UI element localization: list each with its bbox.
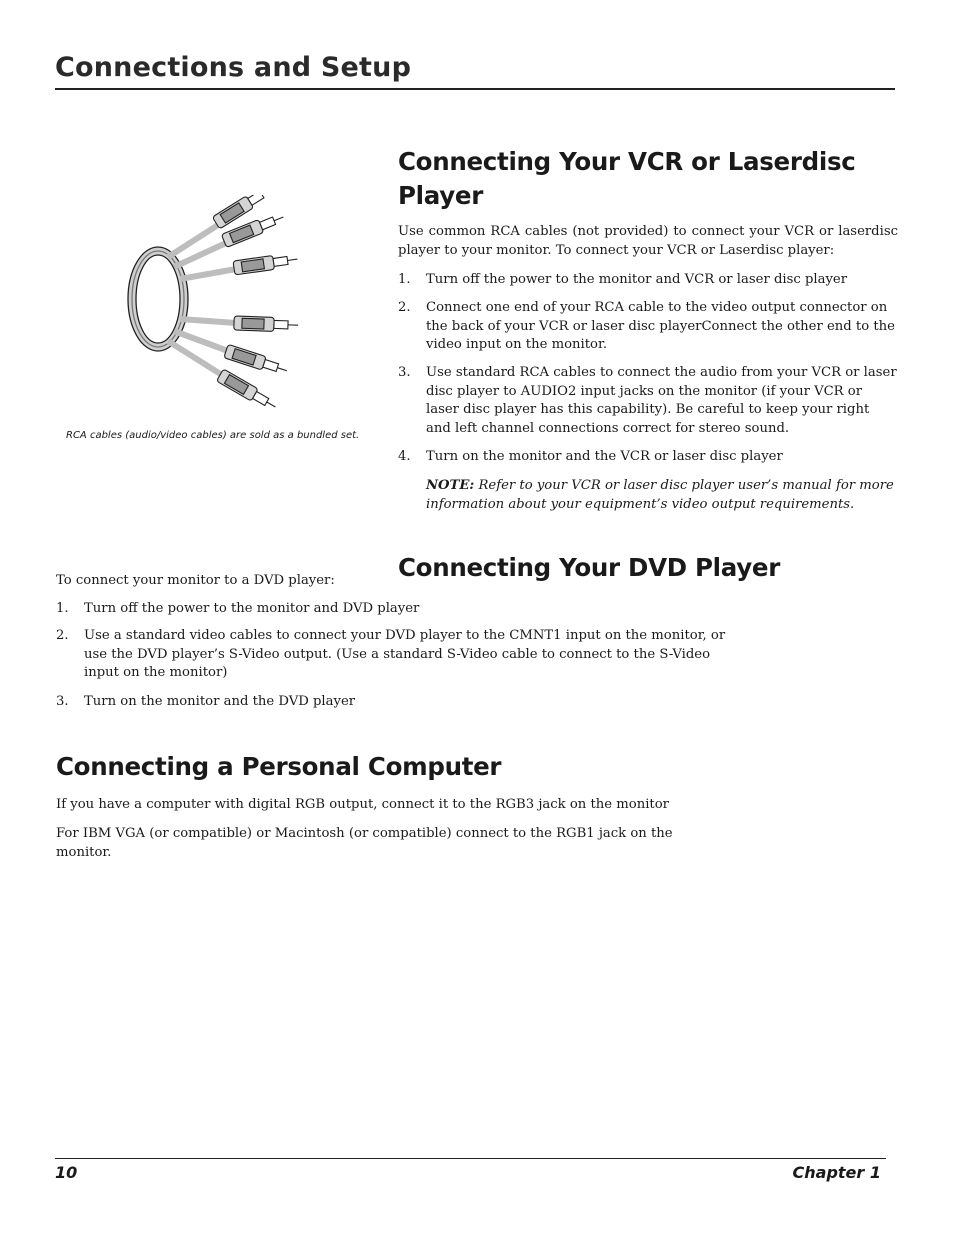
note-text: Refer to your VCR or laser disc player user’s manual for more information about your equipment’s video output requirements. bbox=[426, 478, 894, 512]
page-number: 10 bbox=[55, 1163, 78, 1182]
note-label: NOTE: bbox=[426, 478, 475, 493]
vcr-step-text: Use standard RCA cables to connect the audio from your VCR or laser disc player to AUDIO2 input jacks on the monitor (if your VCR or laser disc player has this capability). Be careful to keep your right and left channel connections correct for stereo sound. bbox=[426, 365, 897, 437]
header-divider bbox=[55, 88, 895, 90]
dvd-step bbox=[56, 600, 726, 619]
dvd-step-text: Turn off the power to the monitor and DVD player bbox=[84, 601, 420, 616]
vcr-step bbox=[398, 448, 898, 467]
pc-paragraph-1: If you have a computer with digital RGB output, connect it to the RGB3 jack on the monitor bbox=[56, 797, 669, 812]
vcr-section-heading bbox=[398, 145, 898, 213]
vcr-step-number: 4. bbox=[398, 449, 411, 464]
dvd-intro: To connect your monitor to a DVD player: bbox=[56, 573, 335, 588]
page-header-title: Connections and Setup bbox=[55, 52, 412, 83]
pc-section-heading: Connecting a Personal Computer bbox=[56, 752, 502, 781]
dvd-step bbox=[56, 627, 726, 683]
vcr-heading-line1: Connecting Your VCR or Laserdisc bbox=[398, 147, 856, 176]
vcr-step bbox=[398, 299, 898, 355]
vcr-intro: Use common RCA cables (not provided) to connect your VCR or laserdisc player to your monitor. To connect your VCR or Laserdisc player: bbox=[398, 224, 898, 258]
vcr-step-number: 1. bbox=[398, 272, 411, 287]
pc-paragraph-2: For IBM VGA (or compatible) or Macintosh (or compatible) connect to the RGB1 jack on the monitor. bbox=[56, 826, 673, 860]
dvd-step-text: Turn on the monitor and the DVD player bbox=[84, 694, 356, 709]
vcr-step-number: 3. bbox=[398, 365, 411, 380]
vcr-note bbox=[426, 477, 896, 514]
footer-divider bbox=[55, 1158, 886, 1159]
dvd-step-number: 2. bbox=[56, 628, 69, 643]
figure-caption: RCA cables (audio/video cables) are sold as a bundled set. bbox=[66, 430, 360, 441]
vcr-step bbox=[398, 271, 898, 290]
vcr-step bbox=[398, 364, 898, 439]
dvd-step bbox=[56, 693, 726, 712]
vcr-step-number: 2. bbox=[398, 300, 411, 315]
dvd-step-number: 1. bbox=[56, 601, 69, 616]
dvd-step-text: Use a standard video cables to connect your DVD player to the CMNT1 input on the monitor, or use the DVD player’s S-Video output. (Use a standard S-Video cable to connect to the S-Video input on the monitor) bbox=[84, 628, 726, 681]
vcr-step-text: Turn off the power to the monitor and VCR or laser disc player bbox=[426, 272, 848, 287]
rca-cables-illustration-icon bbox=[118, 195, 318, 411]
vcr-step-text: Connect one end of your RCA cable to the video output connector on the back of your VCR or laser disc playerConnect the other end to the video input on the monitor. bbox=[426, 300, 895, 353]
dvd-step-number: 3. bbox=[56, 694, 69, 709]
dvd-section-heading: Connecting Your DVD Player bbox=[398, 553, 780, 582]
vcr-heading-line2: Player bbox=[398, 181, 484, 210]
chapter-label: Chapter 1 bbox=[792, 1163, 881, 1182]
vcr-step-text: Turn on the monitor and the VCR or laser disc player bbox=[426, 449, 783, 464]
